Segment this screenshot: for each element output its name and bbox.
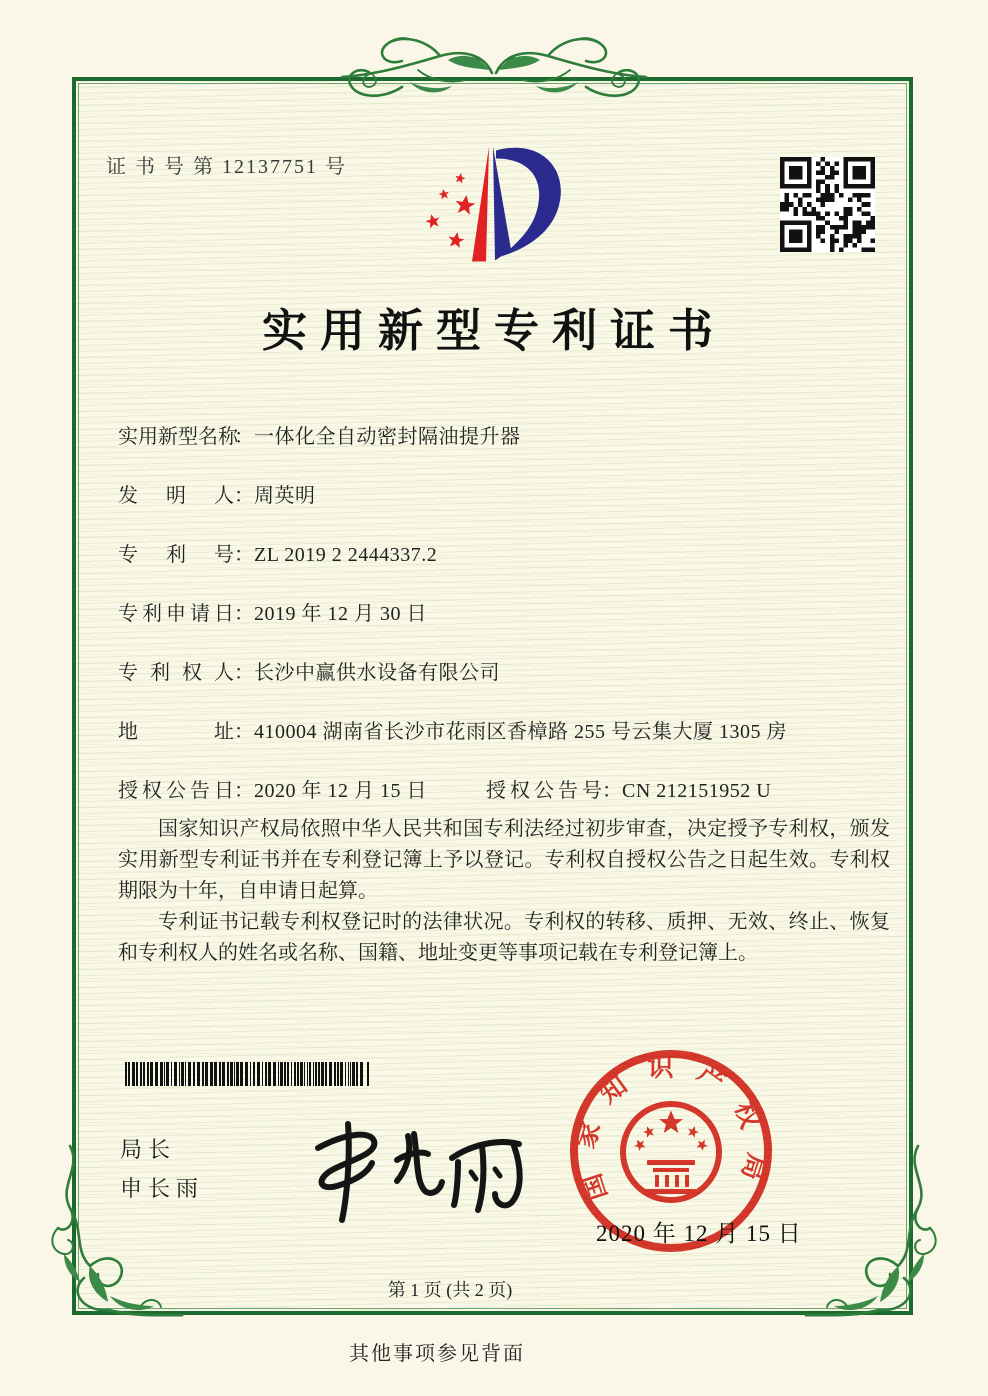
seal-date: 2020 年 12 月 15 日: [596, 1221, 802, 1246]
field-colon: ：: [234, 426, 254, 448]
field-label: 专利申请日: [118, 603, 234, 625]
field-value: 2019 年 12 月 30 日: [254, 603, 427, 625]
field-label: 专利权人: [118, 662, 234, 684]
field-row-filing-date: [118, 597, 898, 626]
field-row-grant-date: [118, 774, 898, 803]
cnipa-logo-icon: [408, 136, 578, 274]
field-value: CN 212151952 U: [622, 780, 772, 802]
field-grant-number: [486, 774, 771, 803]
certificate-number: 证 书 号 第 12137751 号: [106, 156, 347, 178]
field-colon: ：: [234, 485, 254, 507]
officer-name: 申长雨: [120, 1176, 205, 1201]
certificate-title: 实用新型专利证书: [261, 306, 726, 356]
page-indicator: 第 1 页 (共 2 页): [387, 1280, 513, 1300]
legal-paragraph-1: 国家知识产权局依照中华人民共和国专利法经过初步审查，决定授予专利权，颁发实用新型专利证书并在专利登记簿上予以登记。专利权自授权公告之日起生效。专利权期限为十年，自申请日起算。: [118, 818, 890, 902]
field-colon: ：: [234, 662, 254, 684]
field-colon: ：: [234, 544, 254, 566]
field-colon: ：: [234, 603, 254, 625]
field-colon: ：: [234, 721, 254, 743]
field-row-name: [118, 420, 898, 449]
national-emblem-icon: [623, 1104, 719, 1200]
field-label: 专利号: [118, 544, 234, 566]
field-label: 实用新型名称: [118, 426, 238, 448]
legal-paragraph-2: 专利证书记载专利权登记时的法律状况。专利权的转移、质押、无效、终止、恢复和专利权人的姓名或名称、国籍、地址变更等事项记载在专利登记簿上。: [118, 911, 890, 964]
field-label: 地址: [118, 721, 234, 743]
field-colon: ：: [602, 780, 622, 802]
field-value: 410004 湖南省长沙市花雨区香樟路 255 号云集大厦 1305 房: [254, 721, 787, 743]
field-value: 2020 年 12 月 15 日: [254, 780, 427, 802]
field-value: 一体化全自动密封隔油提升器: [254, 426, 521, 448]
field-row-patent-no: [118, 538, 898, 567]
field-value: 长沙中赢供水设备有限公司: [254, 662, 500, 684]
seal-text: 国家知识产权局: [570, 1053, 772, 1204]
field-label: 授权公告日: [118, 780, 234, 802]
field-label: 授权公告号: [486, 780, 602, 802]
signature-icon: [270, 1108, 540, 1228]
field-row-inventor: [118, 479, 898, 508]
field-value: ZL 2019 2 2444337.2: [254, 544, 438, 566]
field-value: 周英明: [254, 485, 316, 507]
field-label: 发明人: [118, 485, 234, 507]
back-note: 其他事项参见背面: [349, 1343, 525, 1365]
top-border-ornament-icon: [340, 30, 648, 116]
barcode-icon: [125, 1062, 370, 1086]
bottom-right-corner-ornament-icon: [806, 1146, 944, 1338]
field-colon: ：: [234, 780, 254, 802]
field-row-address: [118, 715, 898, 744]
officer-title: 局长: [120, 1137, 177, 1162]
legal-text: [118, 814, 890, 969]
qr-code-icon: [780, 157, 875, 252]
field-row-patentee: [118, 656, 898, 685]
svg-text:国家知识产权局: [571, 1053, 772, 1204]
